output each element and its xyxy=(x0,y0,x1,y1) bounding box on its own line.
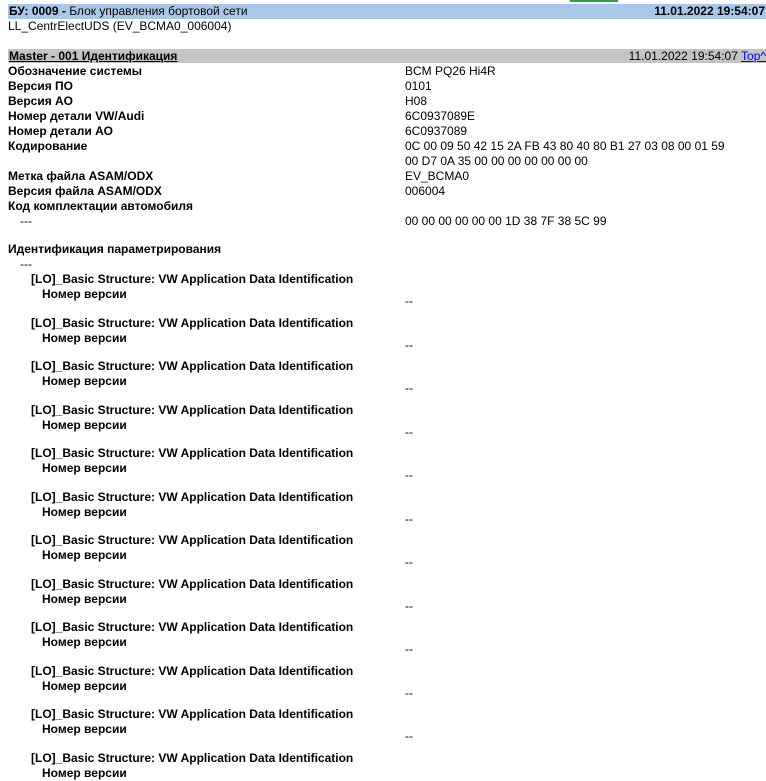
row-label: Версия АО xyxy=(8,94,73,108)
row-value: 0101 xyxy=(405,79,432,93)
param-block-value: -- xyxy=(405,381,413,395)
row-value: 0C 00 09 50 42 15 2A FB 43 80 40 80 B1 27 03 08 00 01 59 xyxy=(405,139,725,153)
param-block-label: Номер версии xyxy=(42,722,127,736)
row-value: H08 xyxy=(405,94,428,108)
row-label: Кодирование xyxy=(8,139,88,153)
param-block-title: [LO]_Basic Structure: VW Application Data Identification xyxy=(31,272,354,286)
param-block-label: Номер версии xyxy=(42,766,127,780)
param-block-title: [LO]_Basic Structure: VW Application Data Identification xyxy=(31,446,354,460)
equipment-code-value: 00 00 00 00 00 00 1D 38 7F 38 5C 99 xyxy=(405,214,607,228)
param-dash: --- xyxy=(20,257,32,271)
param-block-title: [LO]_Basic Structure: VW Application Data Identification xyxy=(31,707,354,721)
corner-tab-marker xyxy=(570,0,618,2)
control-unit-name: Блок управления бортовой сети xyxy=(65,4,248,18)
top-link[interactable]: Top^ xyxy=(741,49,766,63)
section-header xyxy=(8,49,766,63)
param-block-title: [LO]_Basic Structure: VW Application Data Identification xyxy=(31,533,354,547)
param-block-value: -- xyxy=(405,468,413,482)
param-block-title: [LO]_Basic Structure: VW Application Data Identification xyxy=(31,359,354,373)
row-value-continued: 00 D7 0A 35 00 00 00 00 00 00 00 xyxy=(405,154,588,168)
row-label: Номер детали VW/Audi xyxy=(8,109,145,123)
param-block-label: Номер версии xyxy=(42,331,127,345)
row-value: 006004 xyxy=(405,184,446,198)
param-block-value: -- xyxy=(405,642,413,656)
control-unit-date: 11.01.2022 19:54:07 xyxy=(654,4,765,18)
param-block-value: -- xyxy=(405,425,413,439)
param-block-value: -- xyxy=(405,512,413,526)
param-block-label: Номер версии xyxy=(42,548,127,562)
section-date: 11.01.2022 19:54:07 xyxy=(628,49,738,63)
param-block-label: Номер версии xyxy=(42,635,127,649)
param-block-title: [LO]_Basic Structure: VW Application Data Identification xyxy=(31,403,354,417)
param-block-title: [LO]_Basic Structure: VW Application Data Identification xyxy=(31,620,354,634)
param-block-value: -- xyxy=(405,294,413,308)
row-label: Обозначение системы xyxy=(8,64,143,78)
param-block-label: Номер версии xyxy=(42,418,127,432)
param-block-value: -- xyxy=(405,555,413,569)
param-block-label: Номер версии xyxy=(42,592,127,606)
section-title: Master - 001 Идентификация xyxy=(9,49,178,63)
param-block-label: Номер версии xyxy=(42,287,127,301)
row-label: Номер детали АО xyxy=(8,124,113,138)
section-meta xyxy=(629,49,766,63)
control-unit-header xyxy=(8,4,766,19)
row-label: Версия ПО xyxy=(8,79,74,93)
row-label: Код комплектации автомобиля xyxy=(8,199,193,213)
row-value: BCM PQ26 Hi4R xyxy=(405,64,496,78)
control-unit-subtitle: LL_CentrElectUDS (EV_BCMA0_006004) xyxy=(8,19,232,33)
param-block-title: [LO]_Basic Structure: VW Application Data Identification xyxy=(31,316,354,330)
param-block-label: Номер версии xyxy=(42,679,127,693)
param-block-title: [LO]_Basic Structure: VW Application Data Identification xyxy=(31,490,354,504)
param-block-title: [LO]_Basic Structure: VW Application Data Identification xyxy=(31,577,354,591)
param-block-value: -- xyxy=(405,338,413,352)
row-value: 6C0937089E xyxy=(405,109,476,123)
row-value: EV_BCMA0 xyxy=(405,169,470,183)
control-unit-title xyxy=(9,4,248,19)
param-block-value: -- xyxy=(405,686,413,700)
param-block-label: Номер версии xyxy=(42,374,127,388)
param-block-title: [LO]_Basic Structure: VW Application Data Identification xyxy=(31,751,354,765)
param-block-title: [LO]_Basic Structure: VW Application Data Identification xyxy=(31,664,354,678)
param-block-label: Номер версии xyxy=(42,505,127,519)
control-unit-code: БУ: 0009 - xyxy=(9,4,66,18)
param-block-value: -- xyxy=(405,599,413,613)
row-label: Метка файла ASAM/ODX xyxy=(8,169,154,183)
param-block-value: -- xyxy=(405,729,413,743)
param-block-label: Номер версии xyxy=(42,461,127,475)
param-section-title: Идентификация параметрирования xyxy=(8,242,222,256)
equipment-code-dash: --- xyxy=(20,214,32,228)
row-value: 6C0937089 xyxy=(405,124,468,138)
row-label: Версия файла ASAM/ODX xyxy=(8,184,162,198)
